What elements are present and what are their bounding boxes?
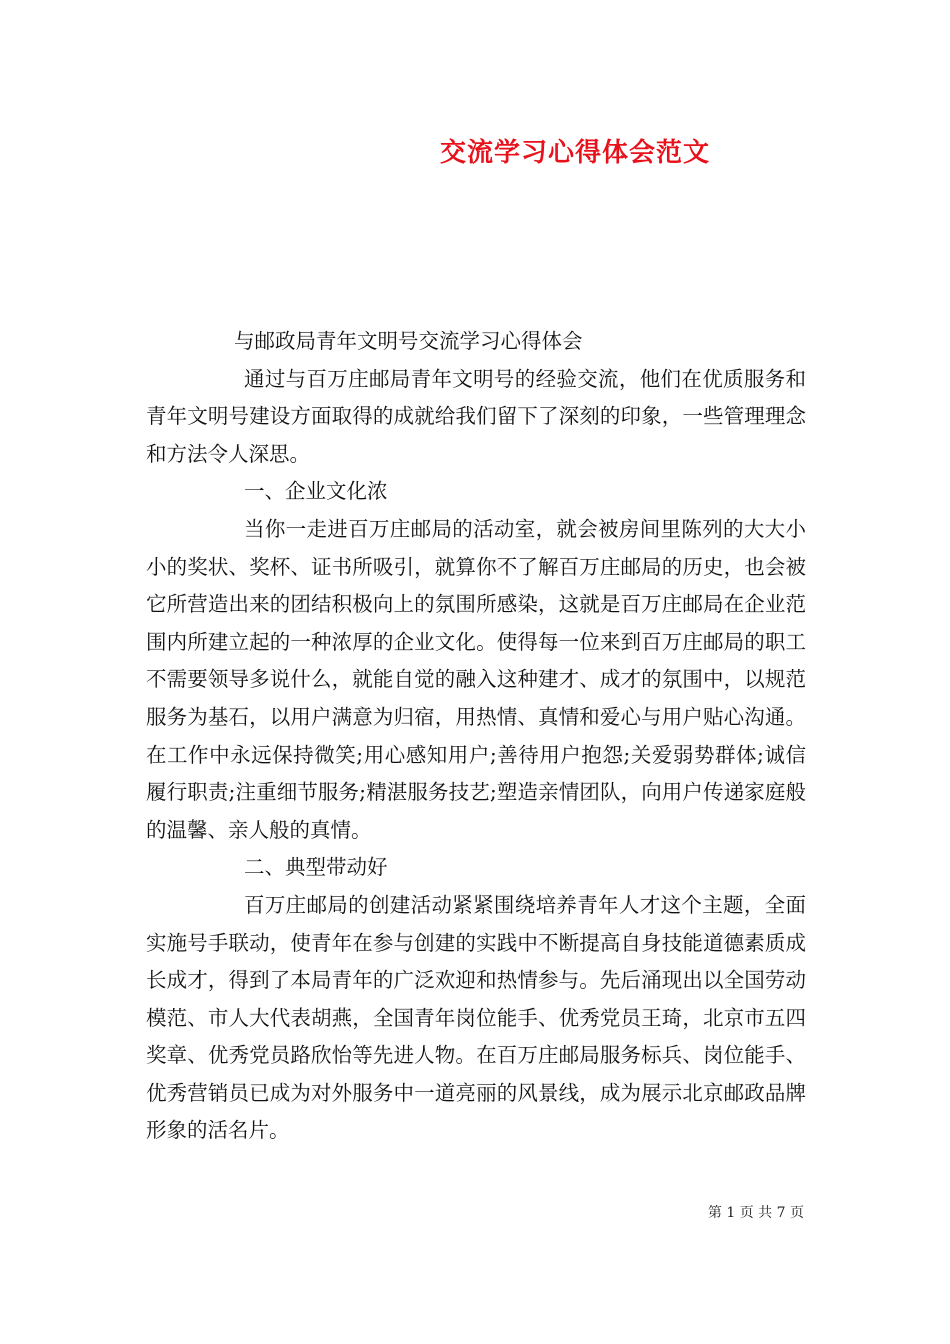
section-2-heading: 二、典型带动好 xyxy=(244,855,388,880)
document-body xyxy=(146,323,806,1150)
intro-paragraph: 通过与百万庄邮局青年文明号的经验交流，他们在优质服务和青年文明号建设方面取得的成就给我们留下了深刻的印象，一些管理理念和方法令人深思。 xyxy=(146,366,806,466)
page-footer: 第 1 页 共 7 页 xyxy=(707,1205,804,1221)
section-1-heading: 一、企业文化浓 xyxy=(244,479,388,504)
section-1-paragraph: 当你一走进百万庄邮局的活动室，就会被房间里陈列的大大小小的奖状、奖杯、证书所吸引，就算你不了解百万庄邮局的历史，也会被它所营造出来的团结积极向上的氛围所感染，这就是百万庄邮局在企业范围内所建立起的一种浓厚的企业文化。使得每一位来到百万庄邮局的职工不需要领导多说什么，就能自觉的融入这种建才、成才的氛围中，以规范服务为基石，以用户满意为归宿，用热情、真情和爱心与用户贴心沟通。在工作中永远保持微笑;用心感知用户;善待用户抱怨;关爱弱势群体;诚信履行职责;注重细节服务;精湛服务技艺;塑造亲情团队，向用户传递家庭般的温馨、亲人般的真情。 xyxy=(146,516,806,842)
document-subtitle: 与邮政局青年文明号交流学习心得体会 xyxy=(234,329,583,353)
document-title: 交流学习心得体会范文 xyxy=(439,138,710,168)
section-2-paragraph: 百万庄邮局的创建活动紧紧围绕培养青年人才这个主题，全面实施号手联动，使青年在参与创建的实践中不断提高自身技能道德素质成长成才，得到了本局青年的广泛欢迎和热情参与。先后涌现出以全国劳动模范、市人大代表胡燕，全国青年岗位能手、优秀党员王琦，北京市五四奖章、优秀党员路欣怡等先进人物。在百万庄邮局服务标兵、岗位能手、优秀营销员已成为对外服务中一道亮丽的风景线，成为展示北京邮政品牌形象的活名片。 xyxy=(146,892,806,1143)
